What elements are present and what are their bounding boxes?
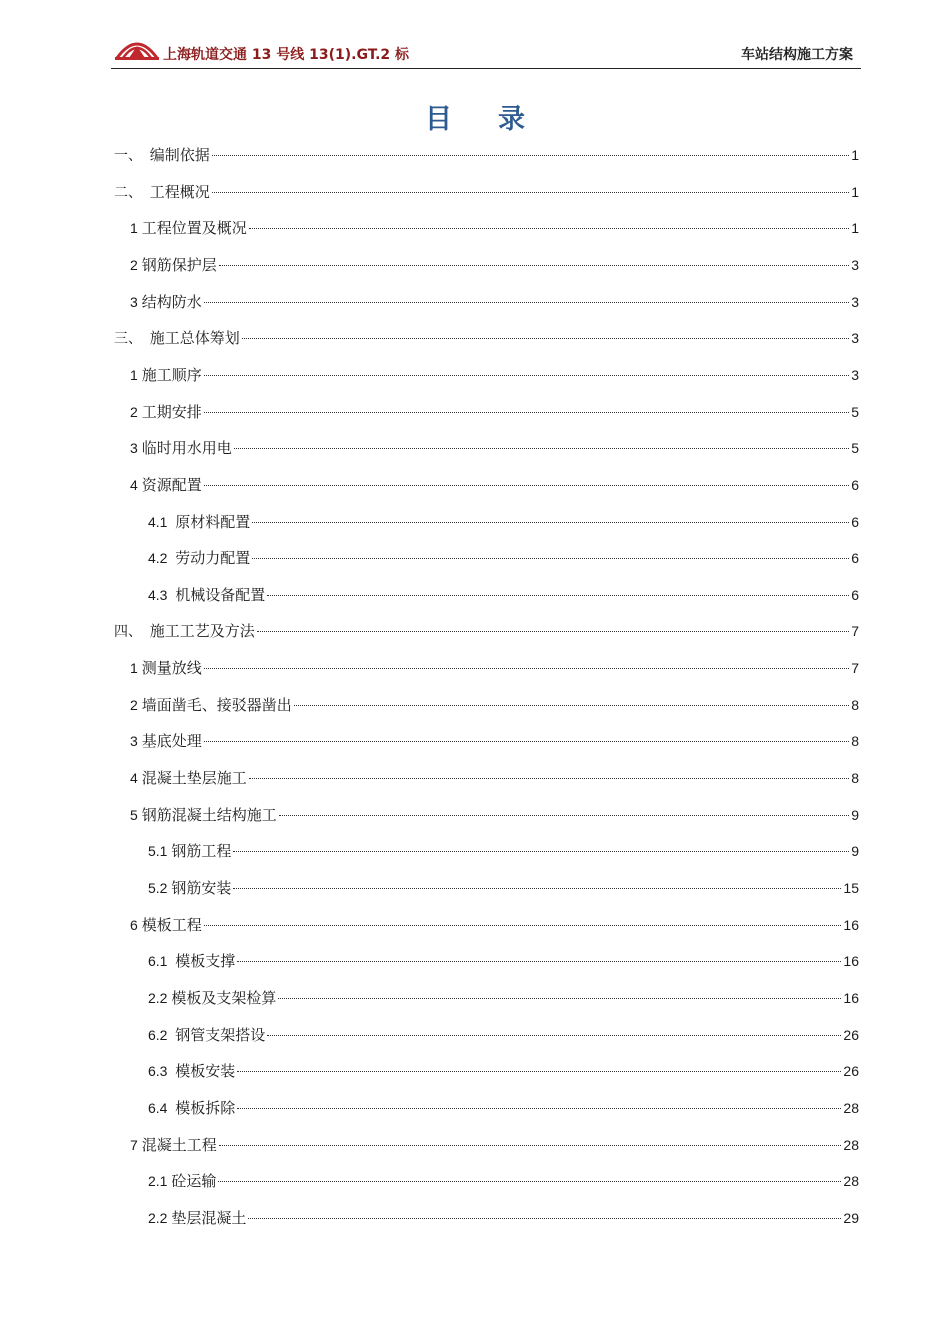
toc-entry-number: 2 [130, 696, 142, 713]
toc-entry-number: 6.3 [148, 1063, 176, 1080]
toc-entry-page-number: 1 [851, 147, 859, 163]
dot-leader [212, 155, 849, 156]
toc-entry-page-number: 7 [851, 623, 859, 640]
toc-entry[interactable] [148, 1024, 859, 1046]
page-header [111, 30, 861, 69]
toc-entry[interactable] [130, 1134, 859, 1156]
toc-entry-number: 4 [130, 770, 142, 787]
toc-entry-number: 4 [130, 476, 142, 493]
dot-leader [204, 741, 850, 742]
toc-entry-title: 原材料配置 [175, 512, 251, 531]
toc-entry-page-number: 1 [851, 183, 859, 200]
toc-entry-title: 工期安排 [141, 402, 202, 421]
toc-entry-page-number: 1 [851, 220, 859, 237]
toc-entry-number: 6.4 [148, 1099, 176, 1116]
toc-entry-number: 四、 [114, 623, 150, 640]
toc-entry-title: 工程位置及概况 [141, 219, 247, 238]
toc-entry-page-number: 29 [843, 1209, 859, 1226]
toc-entry-number: 3 [130, 733, 142, 750]
toc-entry-title: 施工顺序 [141, 365, 202, 384]
toc-entry-page-number: 8 [851, 696, 859, 713]
toc-entry-page-number: 5 [851, 403, 859, 420]
dot-leader [219, 1145, 842, 1146]
toc-entry[interactable] [130, 767, 859, 789]
toc-entry-number: 三、 [114, 330, 150, 347]
toc-entry-title: 模板工程 [141, 915, 202, 934]
toc-entry[interactable] [148, 1060, 859, 1082]
toc-entry[interactable] [148, 584, 859, 606]
dot-leader [237, 1071, 841, 1072]
toc-entry-title: 钢筋工程 [171, 842, 232, 861]
toc-entry-number: 1 [130, 660, 142, 677]
toc-entry-page-number: 26 [843, 1026, 859, 1043]
dot-leader [249, 228, 850, 229]
toc-entry-title: 临时用水用电 [141, 439, 232, 458]
project-name: 上海轨道交通 13 号线 13(1).GT.2 标 [163, 47, 410, 63]
dot-leader [204, 412, 850, 413]
toc-entry[interactable] [148, 511, 859, 533]
toc-entry-number: 5.2 [148, 880, 172, 896]
toc-entry-number: 4.2 [148, 550, 176, 567]
toc-entry[interactable] [148, 1170, 859, 1192]
toc-entry-number: 2.2 [148, 989, 172, 1006]
toc-entry-page-number: 3 [851, 293, 859, 310]
toc-entry-number: 6 [130, 916, 142, 933]
dot-leader [218, 1181, 841, 1182]
toc-entry-title: 钢筋混凝土结构施工 [141, 805, 277, 824]
toc-entry-page-number: 8 [851, 733, 859, 750]
toc-entry-title: 混凝土工程 [141, 1135, 217, 1154]
toc-entry-number: 3 [130, 440, 142, 457]
toc-entry-number: 一、 [114, 147, 150, 163]
toc-entry-number: 4.3 [148, 586, 176, 603]
toc-entry-title: 墙面凿毛、接驳器凿出 [141, 695, 292, 714]
toc-entry-number: 2 [130, 256, 142, 273]
toc-entry[interactable] [130, 914, 859, 936]
toc-entry[interactable] [130, 694, 859, 716]
toc-entry-title: 砼运输 [171, 1172, 217, 1191]
toc-entry-title: 钢筋安装 [171, 879, 232, 897]
toc-entry-page-number: 16 [843, 916, 859, 933]
toc-entry-title: 钢管支架搭设 [175, 1025, 266, 1044]
dot-leader [234, 448, 850, 449]
toc-entry[interactable] [130, 217, 859, 239]
toc-entry-number: 3 [130, 293, 142, 310]
dot-leader [257, 631, 849, 632]
toc-entry-page-number: 6 [851, 550, 859, 567]
toc-entry[interactable] [114, 144, 859, 166]
toc-entry-page-number: 15 [843, 880, 859, 896]
toc-entry-page-number: 26 [843, 1063, 859, 1080]
toc-entry[interactable] [148, 877, 859, 899]
toc-entry[interactable] [130, 657, 859, 679]
toc-entry-title: 工程概况 [149, 182, 210, 201]
toc-entry-title: 施工工艺及方法 [149, 622, 255, 641]
toc-entry-number: 6.1 [148, 953, 176, 970]
toc-entry-title: 基底处理 [141, 732, 202, 751]
toc-entry[interactable] [130, 474, 859, 496]
toc-entry-number: 6.2 [148, 1026, 176, 1043]
toc-entry-page-number: 28 [843, 1173, 859, 1190]
document-name: 车站结构施工方案 [741, 47, 853, 63]
dot-leader [242, 338, 849, 339]
toc-entry-title: 施工总体筹划 [149, 329, 240, 348]
dot-leader [237, 1108, 841, 1109]
toc-entry-page-number: 6 [851, 586, 859, 603]
dot-leader [233, 851, 849, 852]
toc-entry-page-number: 9 [851, 843, 859, 860]
toc-entry-page-number: 3 [851, 366, 859, 383]
dot-leader [278, 998, 841, 999]
toc-entry[interactable] [130, 730, 859, 752]
dot-leader [233, 888, 841, 889]
toc-entry-page-number: 6 [851, 476, 859, 493]
dot-leader [249, 778, 850, 779]
toc-entry[interactable] [114, 181, 859, 203]
toc-entry-page-number: 8 [851, 770, 859, 787]
toc-entry-page-number: 3 [851, 256, 859, 273]
toc-entry-title: 模板及支架检算 [171, 988, 277, 1007]
dot-leader [204, 375, 850, 376]
toc-entry[interactable] [114, 327, 859, 349]
toc-entry[interactable] [130, 804, 859, 826]
toc-entry-title: 模板支撑 [175, 952, 236, 971]
toc-entry-title: 编制依据 [149, 146, 210, 164]
dot-leader [204, 668, 850, 669]
toc-entry[interactable] [148, 987, 859, 1009]
toc-entry-page-number: 7 [851, 660, 859, 677]
dot-leader [294, 705, 850, 706]
toc-entry-page-number: 6 [851, 513, 859, 530]
toc-entry-title: 垫层混凝土 [171, 1208, 247, 1227]
toc-entry-number: 2 [130, 403, 142, 420]
company-logo-icon [111, 32, 163, 62]
toc-entry[interactable] [130, 364, 859, 386]
toc-entry[interactable] [114, 620, 859, 642]
dot-leader [204, 925, 842, 926]
toc-entry-number: 7 [130, 1136, 142, 1153]
toc-entry-title: 模板安装 [175, 1062, 236, 1081]
toc-entry-title: 模板拆除 [175, 1098, 236, 1117]
dot-leader [204, 485, 850, 486]
dot-leader [252, 522, 849, 523]
toc-entry[interactable] [148, 1207, 859, 1229]
toc-entry-number: 2.2 [148, 1209, 172, 1226]
dot-leader [267, 1035, 841, 1036]
dot-leader [279, 815, 850, 816]
toc-entry-page-number: 3 [851, 330, 859, 347]
toc-entry-number: 1 [130, 220, 142, 237]
toc-entry[interactable] [130, 291, 859, 313]
dot-leader [212, 192, 849, 193]
toc-entry[interactable] [148, 1097, 859, 1119]
toc-entry-page-number: 5 [851, 440, 859, 457]
toc-entry[interactable] [130, 254, 859, 276]
toc-entry-title: 机械设备配置 [175, 585, 266, 604]
dot-leader [267, 595, 849, 596]
toc-title: 目录 [425, 104, 571, 135]
toc-entry-title: 资源配置 [141, 475, 202, 494]
dot-leader [252, 558, 849, 559]
toc-entry-title: 混凝土垫层施工 [141, 769, 247, 788]
toc-entry[interactable] [148, 547, 859, 569]
toc-entry-title: 结构防水 [141, 292, 202, 311]
dot-leader [219, 265, 850, 266]
toc-entry-number: 5 [130, 806, 142, 823]
toc-entry[interactable] [148, 840, 859, 862]
dot-leader [237, 961, 841, 962]
toc-entry[interactable] [130, 437, 859, 459]
toc-entry-number: 1 [130, 366, 142, 383]
toc-entry-page-number: 28 [843, 1099, 859, 1116]
toc-entry[interactable] [148, 950, 859, 972]
toc-entry-page-number: 28 [843, 1136, 859, 1153]
toc-entry-page-number: 16 [843, 953, 859, 970]
toc-entry-title: 钢筋保护层 [141, 255, 217, 274]
toc-entry-title: 测量放线 [141, 659, 202, 678]
toc-entry-page-number: 9 [851, 806, 859, 823]
toc-entry-number: 5.1 [148, 843, 172, 860]
toc-entry-number: 二、 [114, 183, 150, 200]
toc-entry-title: 劳动力配置 [175, 549, 251, 568]
toc-entry[interactable] [130, 401, 859, 423]
toc-entry-page-number: 16 [843, 989, 859, 1006]
dot-leader [204, 302, 850, 303]
dot-leader [248, 1218, 841, 1219]
toc-entry-number: 4.1 [148, 513, 176, 530]
toc-entry-number: 2.1 [148, 1173, 172, 1190]
